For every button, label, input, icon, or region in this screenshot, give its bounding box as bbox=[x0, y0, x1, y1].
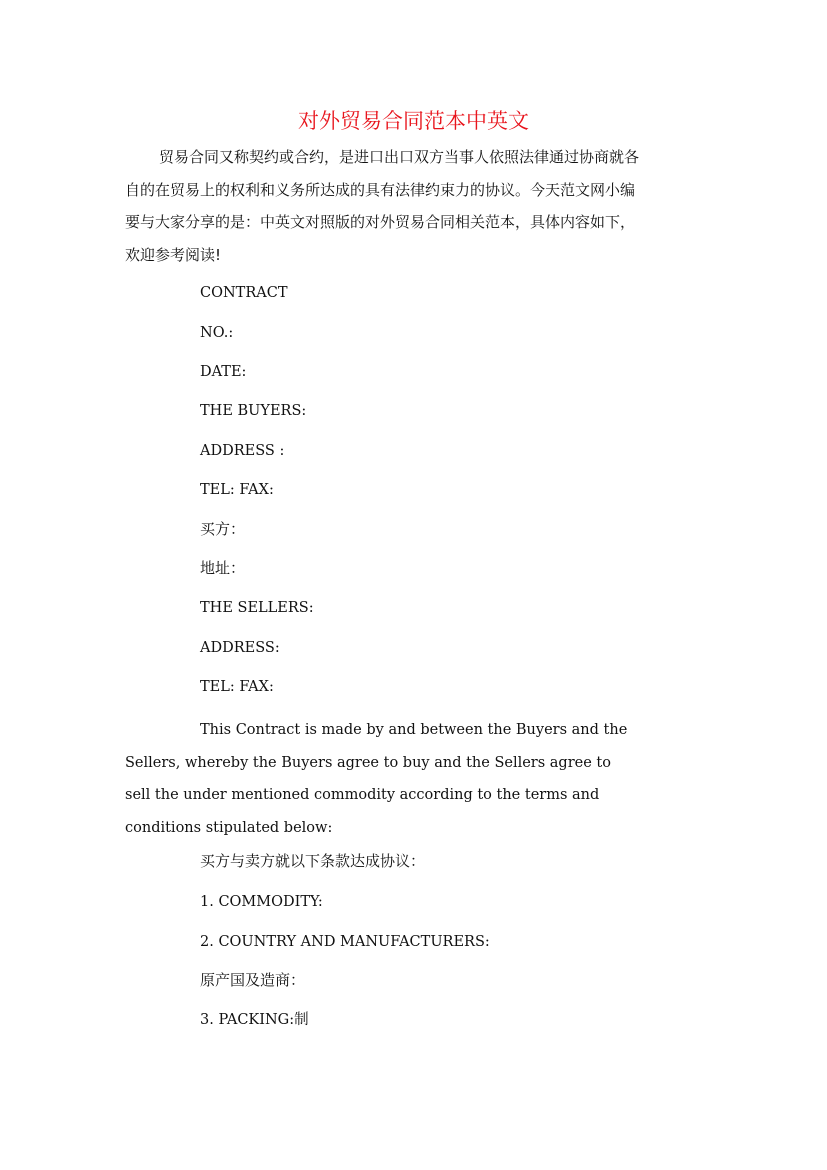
intro-line: 自的在贸易上的权利和义务所达成的具有法律约束力的协议。今天范文网小编 bbox=[125, 180, 636, 199]
sellers-field: THE SELLERS: bbox=[200, 600, 314, 616]
origin-cn-line: 原产国及造商： bbox=[200, 971, 306, 989]
sellers-tel-fax-field: TEL: FAX: bbox=[200, 679, 274, 695]
contract-number-field: NO.: bbox=[200, 325, 234, 341]
packing-clause: 3. PACKING:制 bbox=[200, 1012, 309, 1028]
contract-date-field: DATE: bbox=[200, 364, 247, 380]
buyers-address-field: ADDRESS : bbox=[200, 443, 285, 459]
country-manufacturers-clause: 2. COUNTRY AND MANUFACTURERS: bbox=[200, 934, 490, 950]
paragraph-line: This Contract is made by and between the Buyers and the bbox=[200, 722, 628, 738]
buyer-cn-field: 买方： bbox=[200, 520, 246, 538]
agreement-cn-line: 买方与卖方就以下条款达成协议： bbox=[200, 852, 426, 870]
intro-line: 欢迎参考阅读! bbox=[125, 245, 222, 264]
document-title: 对外贸易合同范本中英文 bbox=[298, 109, 529, 133]
buyers-tel-fax-field: TEL: FAX: bbox=[200, 482, 274, 498]
address-cn-field: 地址： bbox=[200, 559, 246, 577]
commodity-clause: 1. COMMODITY: bbox=[200, 894, 323, 910]
intro-paragraph bbox=[125, 141, 700, 271]
sellers-address-field: ADDRESS: bbox=[200, 640, 280, 656]
intro-line: 贸易合同又称契约或合约，是进口出口双方当事人依照法律通过协商就各 bbox=[159, 148, 640, 166]
intro-line: 要与大家分享的是：中英文对照版的对外贸易合同相关范本，具体内容如下， bbox=[125, 213, 636, 232]
paragraph-line: sell the under mentioned commodity according to the terms and bbox=[125, 787, 600, 804]
paragraph-line: conditions stipulated below: bbox=[125, 820, 333, 837]
paragraph-line: Sellers, whereby the Buyers agree to buy and the Sellers agree to bbox=[125, 754, 611, 771]
buyers-field: THE BUYERS: bbox=[200, 403, 307, 419]
contract-heading: CONTRACT bbox=[200, 285, 288, 301]
contract-paragraph bbox=[125, 714, 685, 845]
